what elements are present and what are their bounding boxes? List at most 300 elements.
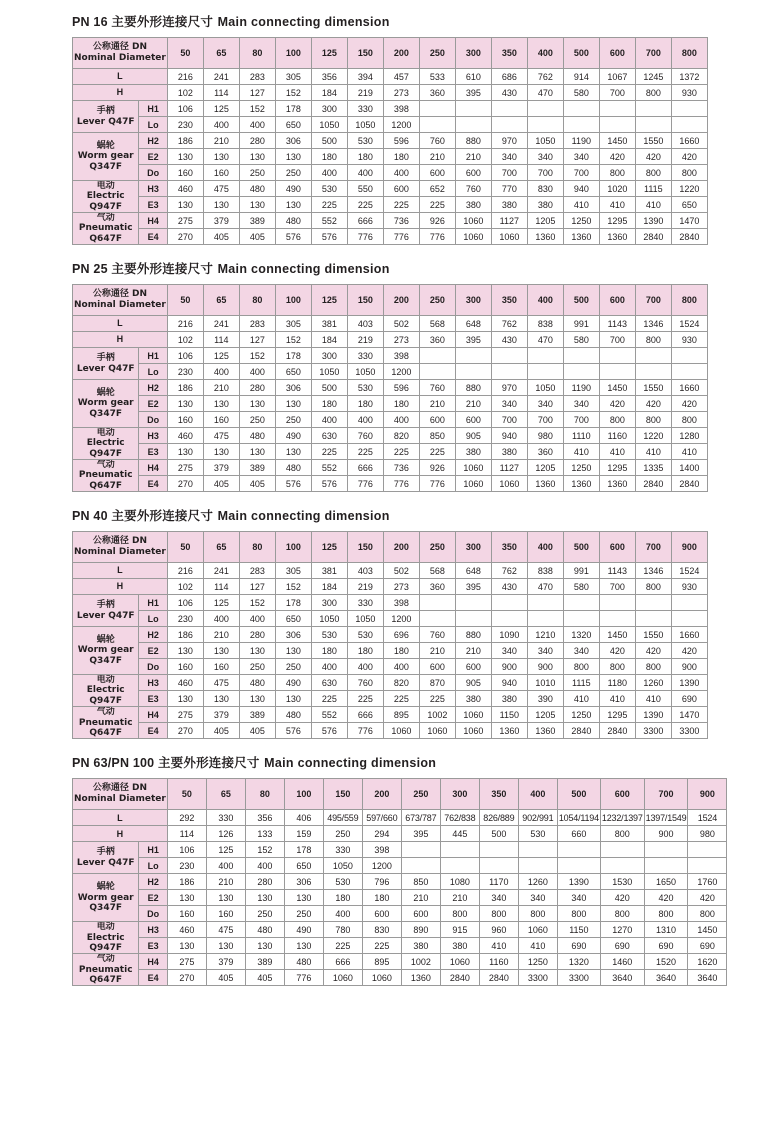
table-cell: 696 <box>383 627 419 643</box>
table-cell: 186 <box>167 380 203 396</box>
table-cell: 1060 <box>455 229 491 245</box>
header-dn-cell: 500 <box>563 285 599 316</box>
header-corner-label: 公称通径 DN Nominal Diameter <box>73 532 168 563</box>
table-cell: 650 <box>671 197 707 213</box>
table-cell: 400 <box>323 906 362 922</box>
table-cell <box>599 117 635 133</box>
header-dn-cell: 65 <box>203 285 239 316</box>
table-cell <box>635 101 671 117</box>
table-cell: 490 <box>275 428 311 444</box>
table-cell: 820 <box>383 675 419 691</box>
table-row <box>73 691 708 707</box>
table-cell: 1550 <box>635 380 671 396</box>
header-dn-cell: 250 <box>419 38 455 69</box>
table-cell: 400 <box>203 117 239 133</box>
table-cell: 597/660 <box>362 810 401 826</box>
row-sub-label: E2 <box>139 643 167 659</box>
table-cell <box>599 348 635 364</box>
table-cell: 2840 <box>671 229 707 245</box>
table-cell: 280 <box>239 133 275 149</box>
table-cell: 270 <box>167 229 203 245</box>
table-cell: 130 <box>167 149 203 165</box>
table-cell: 1400 <box>671 460 707 476</box>
table-cell: 760 <box>347 675 383 691</box>
table-cell: 130 <box>167 938 206 954</box>
table-cell: 160 <box>203 659 239 675</box>
table-cell: 991 <box>563 563 599 579</box>
table-row <box>73 858 727 874</box>
table-cell: 902/991 <box>518 810 557 826</box>
table-cell: 130 <box>239 197 275 213</box>
table-cell: 838 <box>527 563 563 579</box>
table-cell: 1295 <box>599 213 635 229</box>
table-cell: 219 <box>347 332 383 348</box>
table-cell: 210 <box>206 874 245 890</box>
table-cell: 210 <box>455 149 491 165</box>
table-cell <box>455 101 491 117</box>
table-cell: 152 <box>239 595 275 611</box>
table-cell: 796 <box>362 874 401 890</box>
table-cell: 330 <box>323 842 362 858</box>
row-label: L <box>73 810 168 826</box>
header-dn-cell: 700 <box>635 38 671 69</box>
dimension-tables-container <box>0 12 778 986</box>
table-cell: 1320 <box>563 627 599 643</box>
table-cell: 480 <box>275 460 311 476</box>
table-cell: 130 <box>239 149 275 165</box>
table-cell: 550 <box>347 181 383 197</box>
header-dn-cell: 300 <box>455 285 491 316</box>
table-cell: 210 <box>419 149 455 165</box>
table-cell: 1060 <box>323 970 362 986</box>
table-cell: 275 <box>167 460 203 476</box>
table-cell: 405 <box>203 229 239 245</box>
table-cell: 130 <box>203 444 239 460</box>
table-cell: 1050 <box>527 133 563 149</box>
dimension-block <box>0 506 778 739</box>
table-cell: 576 <box>311 723 347 739</box>
table-cell: 600 <box>455 165 491 181</box>
table-cell: 379 <box>203 213 239 229</box>
table-cell: 600 <box>383 181 419 197</box>
table-cell: 760 <box>419 627 455 643</box>
table-cell: 210 <box>455 396 491 412</box>
table-cell: 130 <box>275 643 311 659</box>
dimension-table <box>72 284 708 492</box>
table-row <box>73 69 708 85</box>
table-cell: 460 <box>167 181 203 197</box>
header-dn-cell: 400 <box>527 532 563 563</box>
table-cell: 2840 <box>635 229 671 245</box>
table-cell: 700 <box>563 165 599 181</box>
table-cell: 273 <box>383 579 419 595</box>
table-row <box>73 938 727 954</box>
table-cell: 275 <box>167 954 206 970</box>
table-cell: 1200 <box>362 858 401 874</box>
table-cell: 1232/1397 <box>600 810 644 826</box>
table-row <box>73 563 708 579</box>
table-cell: 666 <box>323 954 362 970</box>
header-dn-cell: 600 <box>599 532 635 563</box>
header-dn-cell: 400 <box>527 285 563 316</box>
table-cell: 405 <box>203 723 239 739</box>
table-cell: 250 <box>284 906 323 922</box>
table-cell: 1115 <box>635 181 671 197</box>
table-cell: 225 <box>347 197 383 213</box>
row-group-label: 手柄 Lever Q47F <box>73 101 139 133</box>
table-cell: 1143 <box>599 316 635 332</box>
table-cell: 381 <box>311 316 347 332</box>
row-group-label: 电动 Electric Q947F <box>73 428 139 460</box>
table-cell: 270 <box>167 476 203 492</box>
table-cell: 830 <box>362 922 401 938</box>
table-cell <box>440 858 479 874</box>
table-cell: 970 <box>491 380 527 396</box>
table-cell: 152 <box>275 332 311 348</box>
header-dn-cell: 200 <box>383 532 419 563</box>
table-cell: 690 <box>671 691 707 707</box>
table-cell: 1250 <box>563 460 599 476</box>
table-cell: 210 <box>203 380 239 396</box>
table-cell: 410 <box>671 444 707 460</box>
table-cell: 1397/1549 <box>644 810 688 826</box>
table-cell: 273 <box>383 332 419 348</box>
table-cell: 780 <box>323 922 362 938</box>
table-cell: 130 <box>275 691 311 707</box>
table-cell: 2840 <box>479 970 518 986</box>
table-cell: 250 <box>323 826 362 842</box>
table-cell: 3640 <box>644 970 688 986</box>
row-sub-label: E3 <box>139 691 167 707</box>
table-cell: 776 <box>347 723 383 739</box>
table-row <box>73 659 708 675</box>
table-cell: 340 <box>518 890 557 906</box>
header-dn-cell: 100 <box>284 779 323 810</box>
table-cell <box>671 611 707 627</box>
header-dn-cell: 600 <box>599 285 635 316</box>
table-cell: 700 <box>563 412 599 428</box>
table-cell: 410 <box>635 444 671 460</box>
table-cell: 2840 <box>440 970 479 986</box>
table-cell: 102 <box>167 85 203 101</box>
row-sub-label: Lo <box>139 858 167 874</box>
table-cell: 1002 <box>401 954 440 970</box>
table-cell <box>671 348 707 364</box>
table-cell: 800 <box>557 906 600 922</box>
table-cell: 180 <box>311 643 347 659</box>
table-row <box>73 922 727 938</box>
table-cell: 666 <box>347 213 383 229</box>
table-cell: 410 <box>563 691 599 707</box>
table-cell: 915 <box>440 922 479 938</box>
header-dn-cell: 125 <box>311 285 347 316</box>
table-cell: 690 <box>644 938 688 954</box>
row-sub-label: E4 <box>139 229 167 245</box>
table-cell: 130 <box>206 890 245 906</box>
table-cell: 980 <box>688 826 727 842</box>
table-row <box>73 675 708 691</box>
row-sub-label: E2 <box>139 396 167 412</box>
table-cell: 914 <box>563 69 599 85</box>
table-cell: 106 <box>167 595 203 611</box>
table-cell: 130 <box>275 149 311 165</box>
table-header-row <box>73 38 708 69</box>
table-cell: 340 <box>527 396 563 412</box>
table-cell: 2840 <box>599 723 635 739</box>
header-dn-cell: 300 <box>455 38 491 69</box>
table-cell: 398 <box>383 595 419 611</box>
table-cell: 660 <box>557 826 600 842</box>
row-sub-label: H3 <box>139 181 167 197</box>
table-cell: 381 <box>311 563 347 579</box>
table-cell: 380 <box>455 444 491 460</box>
table-cell: 1170 <box>479 874 518 890</box>
table-cell: 250 <box>239 659 275 675</box>
table-cell: 880 <box>455 133 491 149</box>
table-cell: 2840 <box>635 476 671 492</box>
table-cell: 275 <box>167 707 203 723</box>
row-sub-label: H2 <box>139 133 167 149</box>
table-cell: 152 <box>239 348 275 364</box>
table-cell: 273 <box>383 85 419 101</box>
table-cell: 130 <box>203 197 239 213</box>
row-group-label: 气动 Pneumatic Q647F <box>73 954 139 986</box>
table-cell: 1067 <box>599 69 635 85</box>
row-sub-label: E3 <box>139 197 167 213</box>
table-row <box>73 611 708 627</box>
table-cell: 533 <box>419 69 455 85</box>
table-cell: 380 <box>491 197 527 213</box>
table-cell: 420 <box>671 396 707 412</box>
row-sub-label: Lo <box>139 364 167 380</box>
table-cell: 225 <box>383 691 419 707</box>
table-row <box>73 213 708 229</box>
table-cell: 1200 <box>383 611 419 627</box>
table-row <box>73 595 708 611</box>
table-cell: 389 <box>239 213 275 229</box>
table-cell: 420 <box>644 890 688 906</box>
table-header-row <box>73 779 727 810</box>
table-cell: 940 <box>491 428 527 444</box>
table-cell: 300 <box>311 348 347 364</box>
table-cell: 400 <box>383 412 419 428</box>
table-cell: 410 <box>599 691 635 707</box>
table-cell <box>557 858 600 874</box>
header-dn-cell: 200 <box>383 38 419 69</box>
table-cell: 1250 <box>518 954 557 970</box>
table-cell: 530 <box>518 826 557 842</box>
row-label: H <box>73 85 168 101</box>
table-cell: 552 <box>311 707 347 723</box>
table-cell: 250 <box>275 659 311 675</box>
table-cell: 666 <box>347 460 383 476</box>
table-cell: 1390 <box>635 707 671 723</box>
table-cell: 180 <box>347 149 383 165</box>
table-cell: 1200 <box>383 117 419 133</box>
table-cell: 1250 <box>563 707 599 723</box>
table-cell: 1050 <box>311 611 347 627</box>
table-cell: 420 <box>671 643 707 659</box>
table-cell: 576 <box>275 229 311 245</box>
table-cell: 3640 <box>600 970 644 986</box>
row-sub-label: H4 <box>139 707 167 723</box>
row-group-label: 蜗轮 Worm gear Q347F <box>73 627 139 675</box>
table-cell: 127 <box>239 85 275 101</box>
table-cell: 838 <box>527 316 563 332</box>
table-row <box>73 85 708 101</box>
table-cell: 600 <box>455 659 491 675</box>
header-corner-label: 公称通径 DN Nominal Diameter <box>73 285 168 316</box>
table-cell: 178 <box>275 348 311 364</box>
row-sub-label: E3 <box>139 938 167 954</box>
table-cell: 184 <box>311 579 347 595</box>
table-cell: 210 <box>455 643 491 659</box>
row-group-label: 电动 Electric Q947F <box>73 922 139 954</box>
table-cell <box>419 364 455 380</box>
table-cell: 1060 <box>440 954 479 970</box>
table-cell: 410 <box>563 197 599 213</box>
table-cell: 180 <box>383 149 419 165</box>
table-cell: 600 <box>362 906 401 922</box>
table-cell: 406 <box>284 810 323 826</box>
table-cell: 470 <box>527 579 563 595</box>
table-cell: 3300 <box>518 970 557 986</box>
table-cell: 106 <box>167 348 203 364</box>
table-cell: 530 <box>347 380 383 396</box>
header-dn-cell: 350 <box>491 38 527 69</box>
table-cell <box>527 611 563 627</box>
table-cell: 394 <box>347 69 383 85</box>
table-cell: 160 <box>167 412 203 428</box>
table-cell: 420 <box>599 149 635 165</box>
row-sub-label: Do <box>139 906 167 922</box>
table-cell: 930 <box>671 332 707 348</box>
block-title <box>0 12 778 30</box>
table-row <box>73 476 708 492</box>
table-cell <box>599 101 635 117</box>
header-dn-cell: 125 <box>311 532 347 563</box>
block-title-pn: PN 40 <box>72 509 112 524</box>
table-cell: 1260 <box>635 675 671 691</box>
header-dn-cell: 50 <box>167 532 203 563</box>
row-sub-label: E2 <box>139 149 167 165</box>
table-cell: 340 <box>479 890 518 906</box>
header-dn-cell: 900 <box>688 779 727 810</box>
table-cell: 830 <box>527 181 563 197</box>
table-cell <box>557 842 600 858</box>
table-cell: 420 <box>600 890 644 906</box>
table-cell <box>635 364 671 380</box>
table-cell: 1205 <box>527 707 563 723</box>
table-cell: 420 <box>635 643 671 659</box>
table-cell: 180 <box>383 643 419 659</box>
table-cell: 283 <box>239 316 275 332</box>
table-cell: 210 <box>440 890 479 906</box>
table-row <box>73 627 708 643</box>
table-cell: 776 <box>284 970 323 986</box>
table-cell: 300 <box>311 595 347 611</box>
table-cell: 1760 <box>688 874 727 890</box>
table-cell: 580 <box>563 332 599 348</box>
row-group-label: 电动 Electric Q947F <box>73 181 139 213</box>
table-cell <box>600 842 644 858</box>
table-cell: 580 <box>563 579 599 595</box>
table-cell: 568 <box>419 563 455 579</box>
table-cell: 130 <box>239 691 275 707</box>
table-row <box>73 723 708 739</box>
table-cell: 1060 <box>455 460 491 476</box>
table-cell: 870 <box>419 675 455 691</box>
table-cell: 210 <box>401 890 440 906</box>
table-cell: 305 <box>275 69 311 85</box>
table-cell: 905 <box>455 428 491 444</box>
header-dn-cell: 150 <box>347 38 383 69</box>
row-sub-label: E4 <box>139 970 167 986</box>
table-cell: 405 <box>203 476 239 492</box>
row-group-label: 蜗轮 Worm gear Q347F <box>73 874 139 922</box>
table-cell: 1460 <box>600 954 644 970</box>
table-cell: 280 <box>239 627 275 643</box>
table-cell: 1450 <box>599 380 635 396</box>
dimension-block <box>0 12 778 245</box>
row-sub-label: H3 <box>139 675 167 691</box>
table-cell <box>635 611 671 627</box>
table-cell: 430 <box>491 85 527 101</box>
table-cell: 1360 <box>527 723 563 739</box>
table-cell: 400 <box>203 364 239 380</box>
table-cell: 596 <box>383 133 419 149</box>
table-cell: 395 <box>455 332 491 348</box>
table-cell: 420 <box>671 149 707 165</box>
table-cell: 776 <box>383 229 419 245</box>
table-cell <box>644 858 688 874</box>
table-cell: 760 <box>419 380 455 396</box>
table-cell: 283 <box>239 563 275 579</box>
row-sub-label: Lo <box>139 117 167 133</box>
table-cell: 1320 <box>557 954 600 970</box>
table-cell: 186 <box>167 874 206 890</box>
table-cell: 410 <box>479 938 518 954</box>
block-title-en: Main connecting dimension <box>264 756 437 771</box>
header-dn-cell: 900 <box>671 532 707 563</box>
table-cell: 130 <box>245 890 284 906</box>
table-cell: 1660 <box>671 133 707 149</box>
table-cell: 800 <box>644 906 688 922</box>
table-cell <box>527 348 563 364</box>
table-row <box>73 643 708 659</box>
table-cell: 1372 <box>671 69 707 85</box>
table-cell: 130 <box>167 197 203 213</box>
table-cell: 880 <box>455 380 491 396</box>
table-cell <box>527 595 563 611</box>
table-cell: 250 <box>275 165 311 181</box>
table-cell: 230 <box>167 364 203 380</box>
table-cell: 1190 <box>563 133 599 149</box>
table-cell: 576 <box>275 723 311 739</box>
row-sub-label: H2 <box>139 627 167 643</box>
row-sub-label: H4 <box>139 213 167 229</box>
table-cell: 1295 <box>599 460 635 476</box>
table-cell: 180 <box>383 396 419 412</box>
row-group-label: 蜗轮 Worm gear Q347F <box>73 380 139 428</box>
table-cell: 216 <box>167 69 203 85</box>
table-cell: 490 <box>275 181 311 197</box>
table-cell: 1220 <box>671 181 707 197</box>
table-cell <box>419 348 455 364</box>
table-cell: 130 <box>239 643 275 659</box>
table-cell: 1470 <box>671 707 707 723</box>
row-sub-label: H3 <box>139 922 167 938</box>
